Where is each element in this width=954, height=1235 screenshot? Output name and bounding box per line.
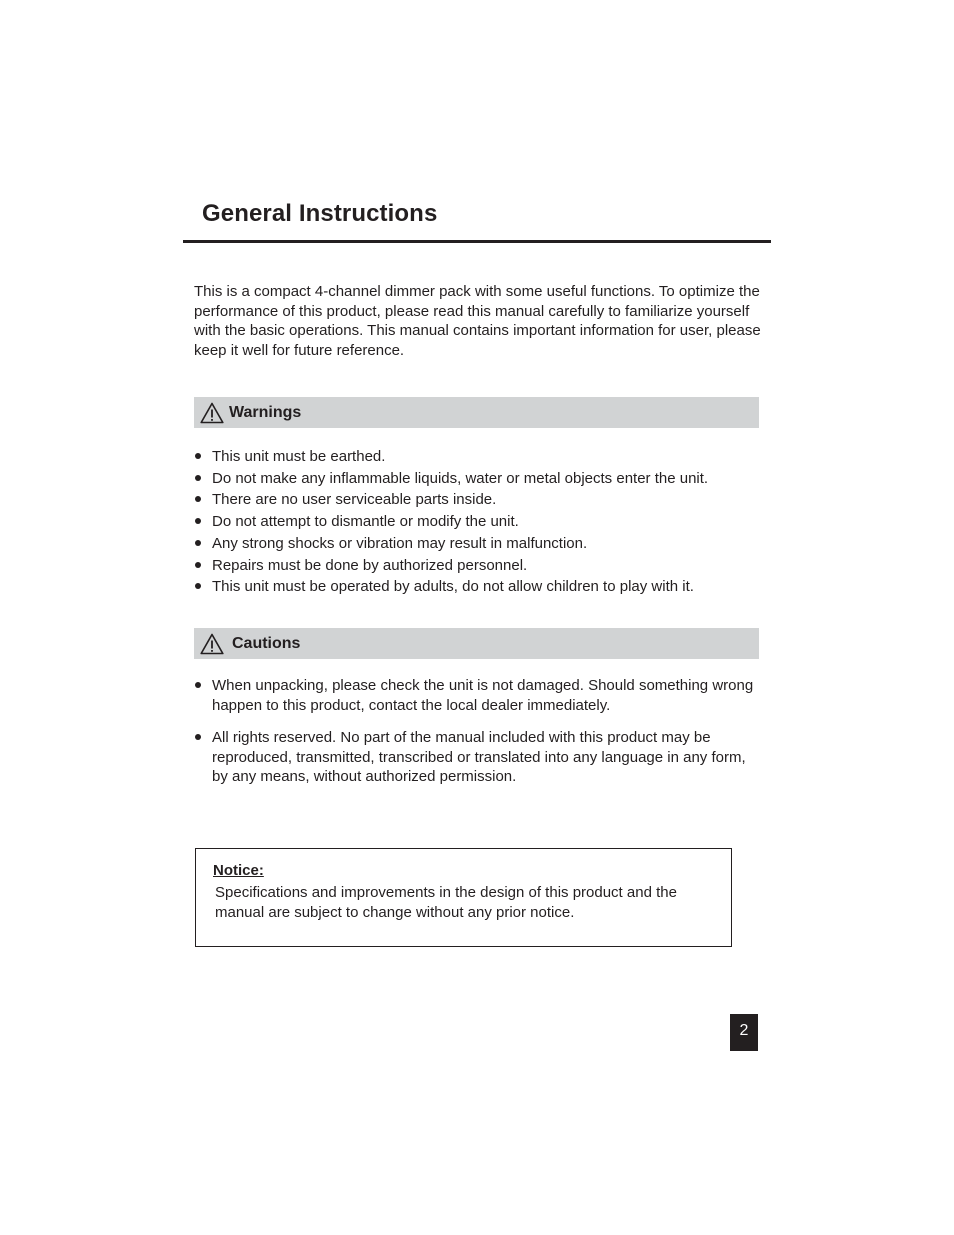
page-number: 2 <box>730 1014 758 1051</box>
list-item: Repairs must be done by authorized personnel. <box>194 555 754 577</box>
cautions-title: Cautions <box>232 634 301 652</box>
warnings-title: Warnings <box>229 403 302 421</box>
cautions-header <box>194 628 759 659</box>
list-item: Any strong shocks or vibration may result in malfunction. <box>194 533 754 555</box>
warnings-list <box>194 446 754 598</box>
intro-paragraph: This is a compact 4-channel dimmer pack with some useful functions. To optimize the performance of this product, please read this manual carefully to familiarize yourself with the basic operations. This manual contains important information for user, please keep it well for future reference. <box>194 283 761 359</box>
notice-text: Specifications and improvements in the design of this product and the manual are subject to change without any prior notice. <box>215 884 677 921</box>
list-item: Do not attempt to dismantle or modify the unit. <box>194 511 754 533</box>
notice-label: Notice: <box>213 862 264 879</box>
notice-box <box>195 848 732 947</box>
list-item: Do not make any inflammable liquids, water or metal objects enter the unit. <box>194 468 754 490</box>
title-rule <box>183 240 771 243</box>
warning-triangle-icon <box>200 402 224 424</box>
list-item: There are no user serviceable parts inside. <box>194 489 754 511</box>
warnings-header <box>194 397 759 428</box>
list-item: This unit must be operated by adults, do not allow children to play with it. <box>194 576 754 598</box>
warning-triangle-icon <box>200 633 224 655</box>
page-title: General Instructions <box>202 200 438 227</box>
list-item: This unit must be earthed. <box>194 446 754 468</box>
list-item: When unpacking, please check the unit is not damaged. Should something wrong happen to this product, contact the local dealer immediately. <box>194 676 754 715</box>
cautions-list <box>194 676 754 800</box>
list-item: All rights reserved. No part of the manual included with this product may be reproduced, transmitted, transcribed or translated into any language in any form, by any means, without authorized permission. <box>194 728 754 787</box>
